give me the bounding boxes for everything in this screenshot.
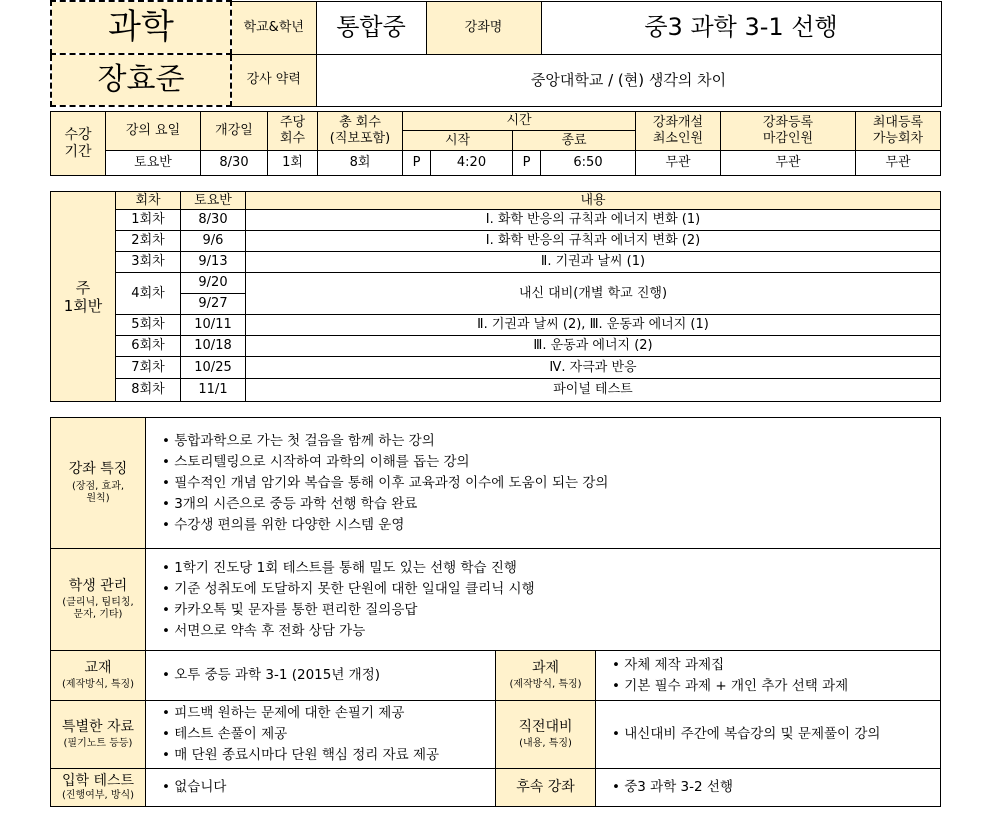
date-cell: 9/13 bbox=[181, 252, 246, 273]
content-cell: Ⅰ. 화학 반응의 규칙과 에너지 변화 (2) bbox=[246, 231, 941, 252]
min-value: 무관 bbox=[636, 151, 721, 176]
schedule-label: 주 1회반 bbox=[51, 192, 116, 402]
features-item: • 수강생 편의를 위한 다양한 시스템 운영 bbox=[162, 515, 940, 536]
entrance-test-sub: (진행여부, 방식) bbox=[61, 790, 135, 802]
entrance-test-content bbox=[146, 769, 496, 807]
management-item: • 카카오톡 및 문자를 통한 편리한 질의응답 bbox=[162, 600, 940, 621]
session-cell: 4회차 bbox=[116, 273, 181, 315]
entrance-test-item: • 없습니다 bbox=[162, 777, 495, 798]
management-item: • 서면으로 약속 후 전화 상담 가능 bbox=[162, 621, 940, 642]
exam-prep-label-cell bbox=[496, 701, 596, 769]
details-table bbox=[50, 417, 941, 807]
max-value: 무관 bbox=[856, 151, 941, 176]
materials-label-cell bbox=[51, 701, 146, 769]
management-content bbox=[146, 549, 941, 651]
features-item: • 필수적인 개념 암기와 복습을 통해 이후 교육과정 이수에 도움이 되는 강의 bbox=[162, 473, 940, 494]
features-label: 강좌 특징 bbox=[68, 461, 128, 478]
content-cell: Ⅰ. 화학 반응의 규칙과 에너지 변화 (1) bbox=[246, 210, 941, 231]
header-table bbox=[50, 0, 942, 107]
homework-sub: (제작방식, 특징) bbox=[509, 679, 582, 691]
school-grade-label: 학교&학년 bbox=[231, 1, 316, 54]
schedule-table bbox=[50, 191, 941, 402]
course-name-value: 중3 과학 3-1 선행 bbox=[541, 1, 941, 54]
materials-item: • 매 단원 종료시마다 단원 핵심 정리 자료 제공 bbox=[162, 745, 495, 766]
content-cell: 내신 대비(개별 학교 진행) bbox=[246, 273, 941, 315]
subject-title: 과학 bbox=[51, 1, 231, 54]
end-time: 6:50 bbox=[541, 151, 636, 176]
materials-item: • 테스트 손풀이 제공 bbox=[162, 724, 495, 745]
exam-prep-sub: (내용, 특징) bbox=[519, 738, 572, 750]
total-header: 총 회수 (직보포함) bbox=[318, 112, 403, 151]
course-name-label: 강좌명 bbox=[426, 1, 541, 54]
management-item: • 기준 성취도에 도달하지 못한 단원에 대한 일대일 클리닉 시행 bbox=[162, 579, 940, 600]
bio-value: 중앙대학교 / (현) 생각의 차이 bbox=[316, 54, 941, 106]
followup-content bbox=[596, 769, 941, 807]
features-sub: (장점, 효과, 원칙) bbox=[71, 480, 125, 504]
content-cell: Ⅱ. 기권과 날씨 (2), Ⅲ. 운동과 에너지 (1) bbox=[246, 315, 941, 336]
homework-label: 과제 bbox=[531, 659, 560, 676]
day-value: 토요반 bbox=[106, 151, 201, 176]
features-item: • 3개의 시즌으로 중등 과학 선행 학습 완료 bbox=[162, 494, 940, 515]
followup-label: 후속 강좌 bbox=[516, 779, 575, 796]
exam-prep-content bbox=[596, 701, 941, 769]
max-header: 최대등록 가능회차 bbox=[856, 112, 941, 151]
weekly-value: 1회 bbox=[268, 151, 318, 176]
session-cell: 2회차 bbox=[116, 231, 181, 252]
weekly-header: 주당 회수 bbox=[268, 112, 318, 151]
content-cell: Ⅳ. 자극과 반응 bbox=[246, 357, 941, 379]
start-ampm: P bbox=[403, 151, 431, 176]
session-cell: 7회차 bbox=[116, 357, 181, 379]
features-content bbox=[146, 418, 941, 549]
date-cell: 9/27 bbox=[181, 294, 246, 315]
session-cell: 8회차 bbox=[116, 379, 181, 402]
features-item: • 스토리텔링으로 시작하여 과학의 이해를 돕는 강의 bbox=[162, 452, 940, 473]
time-start-header: 시작 bbox=[403, 131, 513, 151]
entrance-test-label: 입학 테스트 bbox=[61, 772, 135, 789]
management-item: • 1학기 진도당 1회 테스트를 통해 밀도 있는 선행 학습 진행 bbox=[162, 558, 940, 579]
textbook-item: • 오투 중등 과학 3-1 (2015년 개정) bbox=[162, 665, 495, 686]
textbook-sub: (제작방식, 특징) bbox=[61, 679, 135, 691]
session-cell: 1회차 bbox=[116, 210, 181, 231]
features-item: • 통합과학으로 가는 첫 걸음을 함께 하는 강의 bbox=[162, 431, 940, 452]
homework-content bbox=[596, 651, 941, 701]
time-end-header: 종료 bbox=[513, 131, 636, 151]
school-grade-value: 통합중 bbox=[316, 1, 426, 54]
end-ampm: P bbox=[513, 151, 541, 176]
session-cell: 3회차 bbox=[116, 252, 181, 273]
start-time: 4:20 bbox=[431, 151, 513, 176]
textbook-label: 교재 bbox=[84, 659, 112, 676]
bio-label: 강사 약력 bbox=[231, 54, 316, 106]
content-cell: Ⅱ. 기권과 날씨 (1) bbox=[246, 252, 941, 273]
date-cell: 8/30 bbox=[181, 210, 246, 231]
homework-label-cell bbox=[496, 651, 596, 701]
materials-label: 특별한 자료 bbox=[61, 718, 135, 735]
instructor-name: 장효준 bbox=[51, 54, 231, 106]
exam-prep-item: • 내신대비 주간에 복습강의 및 문제풀이 강의 bbox=[612, 724, 940, 745]
materials-sub: (필기노트 등등) bbox=[63, 738, 133, 750]
date-cell: 10/11 bbox=[181, 315, 246, 336]
start-date-header: 개강일 bbox=[201, 112, 268, 151]
date-cell: 9/20 bbox=[181, 273, 246, 294]
features-label-cell bbox=[51, 418, 146, 549]
date-cell: 9/6 bbox=[181, 231, 246, 252]
management-label-cell bbox=[51, 549, 146, 651]
homework-item: • 기본 필수 과제 + 개인 추가 선택 과제 bbox=[612, 676, 940, 697]
homework-item: • 자체 제작 과제집 bbox=[612, 655, 940, 676]
period-table bbox=[50, 111, 941, 176]
materials-item: • 피드백 원하는 문제에 대한 손필기 제공 bbox=[162, 703, 495, 724]
date-cell: 10/18 bbox=[181, 336, 246, 357]
content-cell: Ⅲ. 운동과 에너지 (2) bbox=[246, 336, 941, 357]
followup-item: • 중3 과학 3-2 선행 bbox=[612, 777, 940, 798]
start-date-value: 8/30 bbox=[201, 151, 268, 176]
session-cell: 5회차 bbox=[116, 315, 181, 336]
date-cell: 11/1 bbox=[181, 379, 246, 402]
deadline-header: 강좌등록 마감인원 bbox=[721, 112, 856, 151]
day-header: 강의 요일 bbox=[106, 112, 201, 151]
date-cell: 10/25 bbox=[181, 357, 246, 379]
content-header: 내용 bbox=[246, 192, 941, 210]
total-value: 8회 bbox=[318, 151, 403, 176]
period-label: 수강 기간 bbox=[51, 112, 106, 176]
content-cell: 파이널 테스트 bbox=[246, 379, 941, 402]
min-header: 강좌개설 최소인원 bbox=[636, 112, 721, 151]
materials-content bbox=[146, 701, 496, 769]
deadline-value: 무관 bbox=[721, 151, 856, 176]
entrance-test-label-cell bbox=[51, 769, 146, 807]
session-header: 회차 bbox=[116, 192, 181, 210]
management-label: 학생 관리 bbox=[68, 577, 128, 594]
textbook-content bbox=[146, 651, 496, 701]
session-cell: 6회차 bbox=[116, 336, 181, 357]
time-header: 시간 bbox=[403, 112, 636, 131]
followup-label-cell bbox=[496, 769, 596, 807]
exam-prep-label: 직전대비 bbox=[518, 718, 573, 735]
date-header: 토요반 bbox=[181, 192, 246, 210]
textbook-label-cell bbox=[51, 651, 146, 701]
management-sub: (클리닉, 팀티칭, 문자, 기타) bbox=[62, 597, 134, 621]
